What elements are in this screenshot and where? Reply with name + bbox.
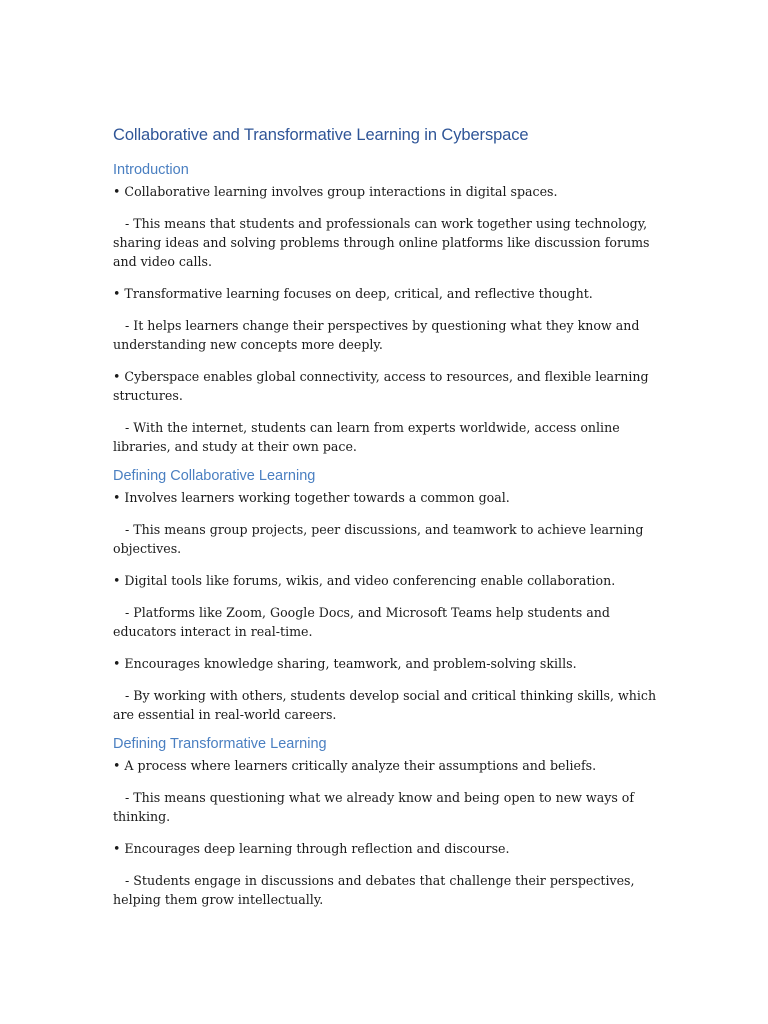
section-defining-collaborative-learning	[113, 466, 673, 724]
paragraph: - Platforms like Zoom, Google Docs, and Microsoft Teams help students and educators interact in real-time.	[113, 605, 610, 639]
paragraph: • Involves learners working together towards a common goal.	[113, 490, 510, 505]
paragraph: • Encourages deep learning through reflection and discourse.	[113, 841, 510, 856]
section-heading: Defining Collaborative Learning	[113, 468, 316, 484]
paragraph: - It helps learners change their perspectives by questioning what they know and understanding new concepts more deeply.	[113, 318, 640, 352]
section-heading: Introduction	[113, 162, 189, 178]
paragraph: - By working with others, students develop social and critical thinking skills, which are essential in real-world careers.	[113, 688, 657, 722]
document-title: Collaborative and Transformative Learning in Cyberspace	[113, 126, 529, 144]
section-introduction	[113, 160, 673, 456]
paragraph: • Transformative learning focuses on deep, critical, and reflective thought.	[113, 286, 593, 301]
paragraph: • A process where learners critically analyze their assumptions and beliefs.	[113, 758, 597, 773]
paragraph: - This means group projects, peer discussions, and teamwork to achieve learning objectives.	[113, 522, 644, 556]
paragraph: • Encourages knowledge sharing, teamwork, and problem-solving skills.	[113, 656, 577, 671]
document-page	[113, 124, 673, 919]
paragraph: • Cyberspace enables global connectivity, access to resources, and flexible learning structures.	[113, 369, 649, 403]
paragraph: • Digital tools like forums, wikis, and video conferencing enable collaboration.	[113, 573, 616, 588]
paragraph: - This means questioning what we already know and being open to new ways of thinking.	[113, 790, 635, 824]
paragraph: • Collaborative learning involves group interactions in digital spaces.	[113, 184, 558, 199]
section-defining-transformative-learning	[113, 734, 673, 909]
paragraph: - With the internet, students can learn from experts worldwide, access online libraries, and study at their own pace.	[113, 420, 620, 454]
paragraph: - Students engage in discussions and debates that challenge their perspectives, helping them grow intellectually.	[113, 873, 635, 907]
section-heading: Defining Transformative Learning	[113, 736, 327, 752]
paragraph: - This means that students and professionals can work together using technology, sharing ideas and solving problems through online platforms like discussion forums and video calls.	[113, 216, 650, 269]
